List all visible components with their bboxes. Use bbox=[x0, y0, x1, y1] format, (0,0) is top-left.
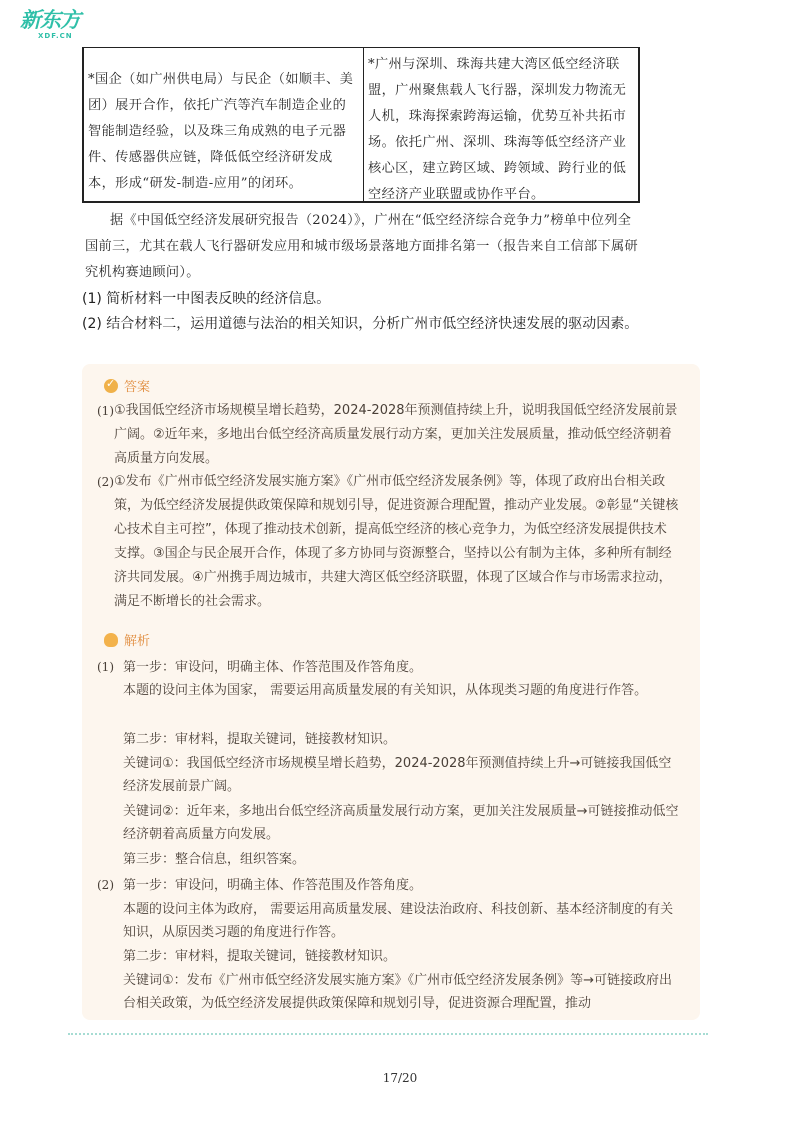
page-number: 17/20 bbox=[382, 1071, 418, 1085]
logo-text: 新东方 bbox=[20, 8, 80, 32]
material-table-left-cell: *国企（如广州供电局）与民企（如顺丰、美团）展开合作，依托广汽等汽车制造企业的智能制造经验，以及珠三角成熟的电子元器件、传感器供应链，降低低空经济研发成本，形成“研发-制造-应用”的闭环。 bbox=[84, 48, 364, 201]
lightbulb-icon bbox=[104, 633, 118, 647]
question-text: 结合材料二，运用道德与法治的相关知识，分析广州市低空经济快速发展的驱动因素。 bbox=[106, 316, 639, 332]
question-2 bbox=[82, 314, 638, 334]
check-circle-icon bbox=[104, 379, 118, 393]
analysis-number: (1) bbox=[97, 660, 114, 674]
question-text: 简析材料一中图表反映的经济信息。 bbox=[106, 291, 331, 307]
analysis-1-subject: 本题的设问主体为国家， 需要运用高质量发展的有关知识，从体现类习题的角度进行作答。 bbox=[123, 683, 648, 698]
analysis-number: (2) bbox=[97, 878, 114, 892]
answer-heading bbox=[104, 376, 150, 395]
xdf-logo bbox=[20, 8, 86, 44]
answer-number: (2) bbox=[97, 475, 114, 489]
analysis-1-step1 bbox=[97, 656, 683, 679]
answer-label: 答案 bbox=[124, 380, 151, 395]
answer-item-1 bbox=[97, 399, 679, 471]
logo-subtext: XDF.CN bbox=[38, 32, 73, 40]
answer-text: ①发布《广州市低空经济发展实施方案》《广州市低空经济发展条例》等，体现了政府出台相关政策，为低空经济发展提供政策保障和规划引导，促进资源合理配置，推动产业发展。②彰显“关键核心技术自主可控”，体现了推动技术创新，提高低空经济的核心竞争力，为低空经济发展提供技术支撑。③国企与民企展开合作，体现了多方协同与资源整合，坚持以公有制为主体，多种所有制经济共同发展。④广州携手周边城市，共建大湾区低空经济联盟，体现了区域合作与市场需求拉动，满足不断增长的社会需求。 bbox=[114, 474, 679, 609]
analysis-1-step3: 第三步：整合信息，组织答案。 bbox=[123, 852, 306, 867]
answer-number: (1) bbox=[97, 404, 114, 418]
analysis-heading bbox=[104, 630, 150, 649]
material-paragraph: 据《中国低空经济发展研究报告（2024）》，广州在“低空经济综合竞争力”榜单中位列全国前三，尤其在载人飞行器研发应用和城市级场景落地方面排名第一（报告来自工信部下属研究机构赛迪顾问）。 bbox=[85, 213, 638, 280]
question-1 bbox=[82, 289, 330, 309]
analysis-step-text: 第一步：审设问，明确主体、作答范围及作答角度。 bbox=[123, 878, 423, 893]
material-table bbox=[82, 47, 640, 203]
analysis-2-step2: 第二步：审材料，提取关键词，链接教材知识。 bbox=[123, 949, 397, 964]
analysis-label: 解析 bbox=[124, 634, 151, 649]
analysis-2-step1 bbox=[97, 874, 683, 897]
analysis-1-keyword2: 关键词②：近年来，多地出台低空经济高质量发展行动方案，更加关注发展质量→可链接推动低空经济朝着高质量方向发展。 bbox=[123, 804, 679, 842]
question-number: (1) bbox=[82, 291, 102, 307]
dotted-divider bbox=[68, 1033, 708, 1035]
analysis-1-step2: 第二步：审材料，提取关键词，链接教材知识。 bbox=[123, 732, 397, 747]
answer-item-2 bbox=[97, 470, 679, 614]
material-table-right-cell: *广州与深圳、珠海共建大湾区低空经济联盟，广州聚焦载人飞行器，深圳发力物流无人机，珠海探索跨海运输，优势互补共拓市场。依托广州、深圳、珠海等低空经济产业核心区，建立跨区域、跨领域、跨行业的低空经济产业联盟或协作平台。 bbox=[368, 57, 627, 202]
question-number: (2) bbox=[82, 316, 102, 332]
analysis-2-subject: 本题的设问主体为政府， 需要运用高质量发展、建设法治政府、科技创新、基本经济制度的有关知识，从原因类习题的角度进行作答。 bbox=[123, 902, 674, 940]
answer-text: ①我国低空经济市场规模呈增长趋势，2024-2028年预测值持续上升，说明我国低空经济发展前景广阔。②近年来，多地出台低空经济高质量发展行动方案，更加关注发展质量，推动低空经济朝着高质量方向发展。 bbox=[114, 403, 678, 466]
analysis-1-keyword1: 关键词①：我国低空经济市场规模呈增长趋势，2024-2028年预测值持续上升→可链接我国低空经济发展前景广阔。 bbox=[123, 756, 672, 794]
analysis-2-keyword1: 关键词①：发布《广州市低空经济发展实施方案》《广州市低空经济发展条例》等→可链接政府出台相关政策，为低空经济发展提供政策保障和规划引导，促进资源合理配置，推动 bbox=[123, 973, 673, 1011]
analysis-step-text: 第一步：审设问，明确主体、作答范围及作答角度。 bbox=[123, 660, 423, 675]
